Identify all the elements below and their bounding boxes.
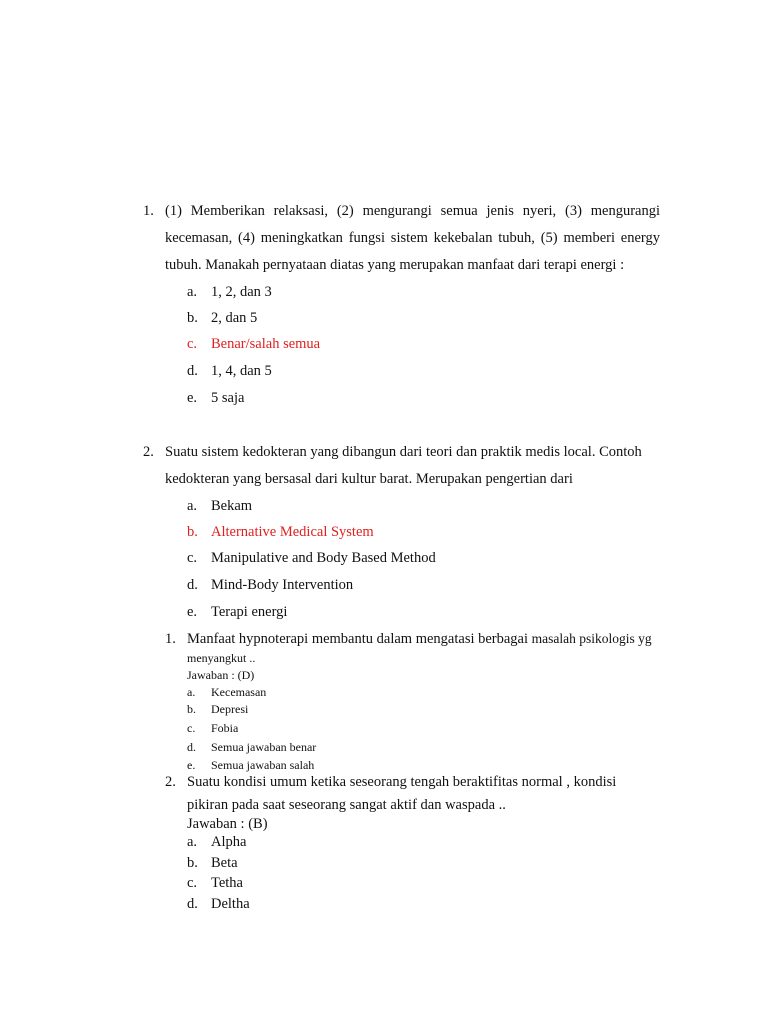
option-letter: b. xyxy=(187,702,196,716)
question-text-line: kedokteran yang bersasal dari kultur barat. Merupakan pengertian dari xyxy=(165,471,573,487)
option-text: Manipulative and Body Based Method xyxy=(211,550,436,566)
question-text-line xyxy=(187,630,652,648)
option-letter: b. xyxy=(187,524,198,540)
option-text: Terapi energi xyxy=(211,604,288,620)
option-letter: e. xyxy=(187,390,198,406)
option-letter: a. xyxy=(187,685,196,699)
option-text: Alternative Medical System xyxy=(211,524,374,540)
option-letter: d. xyxy=(187,896,198,912)
question-text-line: pikiran pada saat seseorang sangat aktif dan waspada .. xyxy=(187,797,506,813)
question-text-part: Manfaat hypnoterapi membantu dalam mengatasi berbagai xyxy=(187,631,529,647)
option-text: Mind-Body Intervention xyxy=(211,577,354,593)
option-text: Tetha xyxy=(211,875,243,891)
question-text-line: (1) Memberikan relaksasi, (2) mengurangi semua jenis nyeri, (3) mengurangi xyxy=(165,203,660,219)
option-letter: d. xyxy=(187,363,198,379)
option-letter: c. xyxy=(187,721,196,735)
question-text-line: menyangkut .. xyxy=(187,651,256,665)
option-text: Depresi xyxy=(211,702,249,716)
question-text-line: tubuh. Manakah pernyataan diatas yang merupakan manfaat dari terapi energi : xyxy=(165,257,625,273)
option-text: 2, dan 5 xyxy=(211,310,258,326)
option-letter: b. xyxy=(187,855,198,871)
option-text: Semua jawaban benar xyxy=(211,740,317,754)
option-letter: d. xyxy=(187,740,196,754)
option-letter: e. xyxy=(187,758,196,772)
option-text: 5 saja xyxy=(211,390,245,406)
answer-key: Jawaban : (B) xyxy=(187,816,268,832)
option-letter: d. xyxy=(187,577,198,593)
question-text-line: kecemasan, (4) meningkatkan fungsi sistem kekebalan tubuh, (5) memberi energy xyxy=(165,230,660,246)
answer-key: Jawaban : (D) xyxy=(187,668,255,682)
option-text: Semua jawaban salah xyxy=(211,758,315,772)
option-letter: e. xyxy=(187,604,198,620)
option-text: 1, 2, dan 3 xyxy=(211,284,272,300)
option-text: Benar/salah semua xyxy=(211,336,321,352)
question-number: 1. xyxy=(143,203,154,219)
option-letter: a. xyxy=(187,284,198,300)
question-number: 2. xyxy=(143,444,154,460)
option-letter: a. xyxy=(187,498,198,514)
question-number: 1. xyxy=(165,631,176,647)
option-text: Kecemasan xyxy=(211,685,267,699)
option-text: Fobia xyxy=(211,721,239,735)
option-letter: c. xyxy=(187,550,198,566)
option-text: Bekam xyxy=(211,498,253,514)
option-text: Alpha xyxy=(211,834,247,850)
option-text: 1, 4, dan 5 xyxy=(211,363,272,379)
question-text-part: masalah psikologis yg xyxy=(531,631,652,646)
option-text: Beta xyxy=(211,855,238,871)
question-text-line: Suatu sistem kedokteran yang dibangun dari teori dan praktik medis local. Contoh xyxy=(165,444,642,460)
option-letter: b. xyxy=(187,310,198,326)
option-letter: a. xyxy=(187,834,198,850)
option-letter: c. xyxy=(187,336,198,352)
question-number: 2. xyxy=(165,774,176,790)
question-text-line: Suatu kondisi umum ketika seseorang tengah beraktifitas normal , kondisi xyxy=(187,774,617,790)
option-letter: c. xyxy=(187,875,198,891)
option-text: Deltha xyxy=(211,896,250,912)
